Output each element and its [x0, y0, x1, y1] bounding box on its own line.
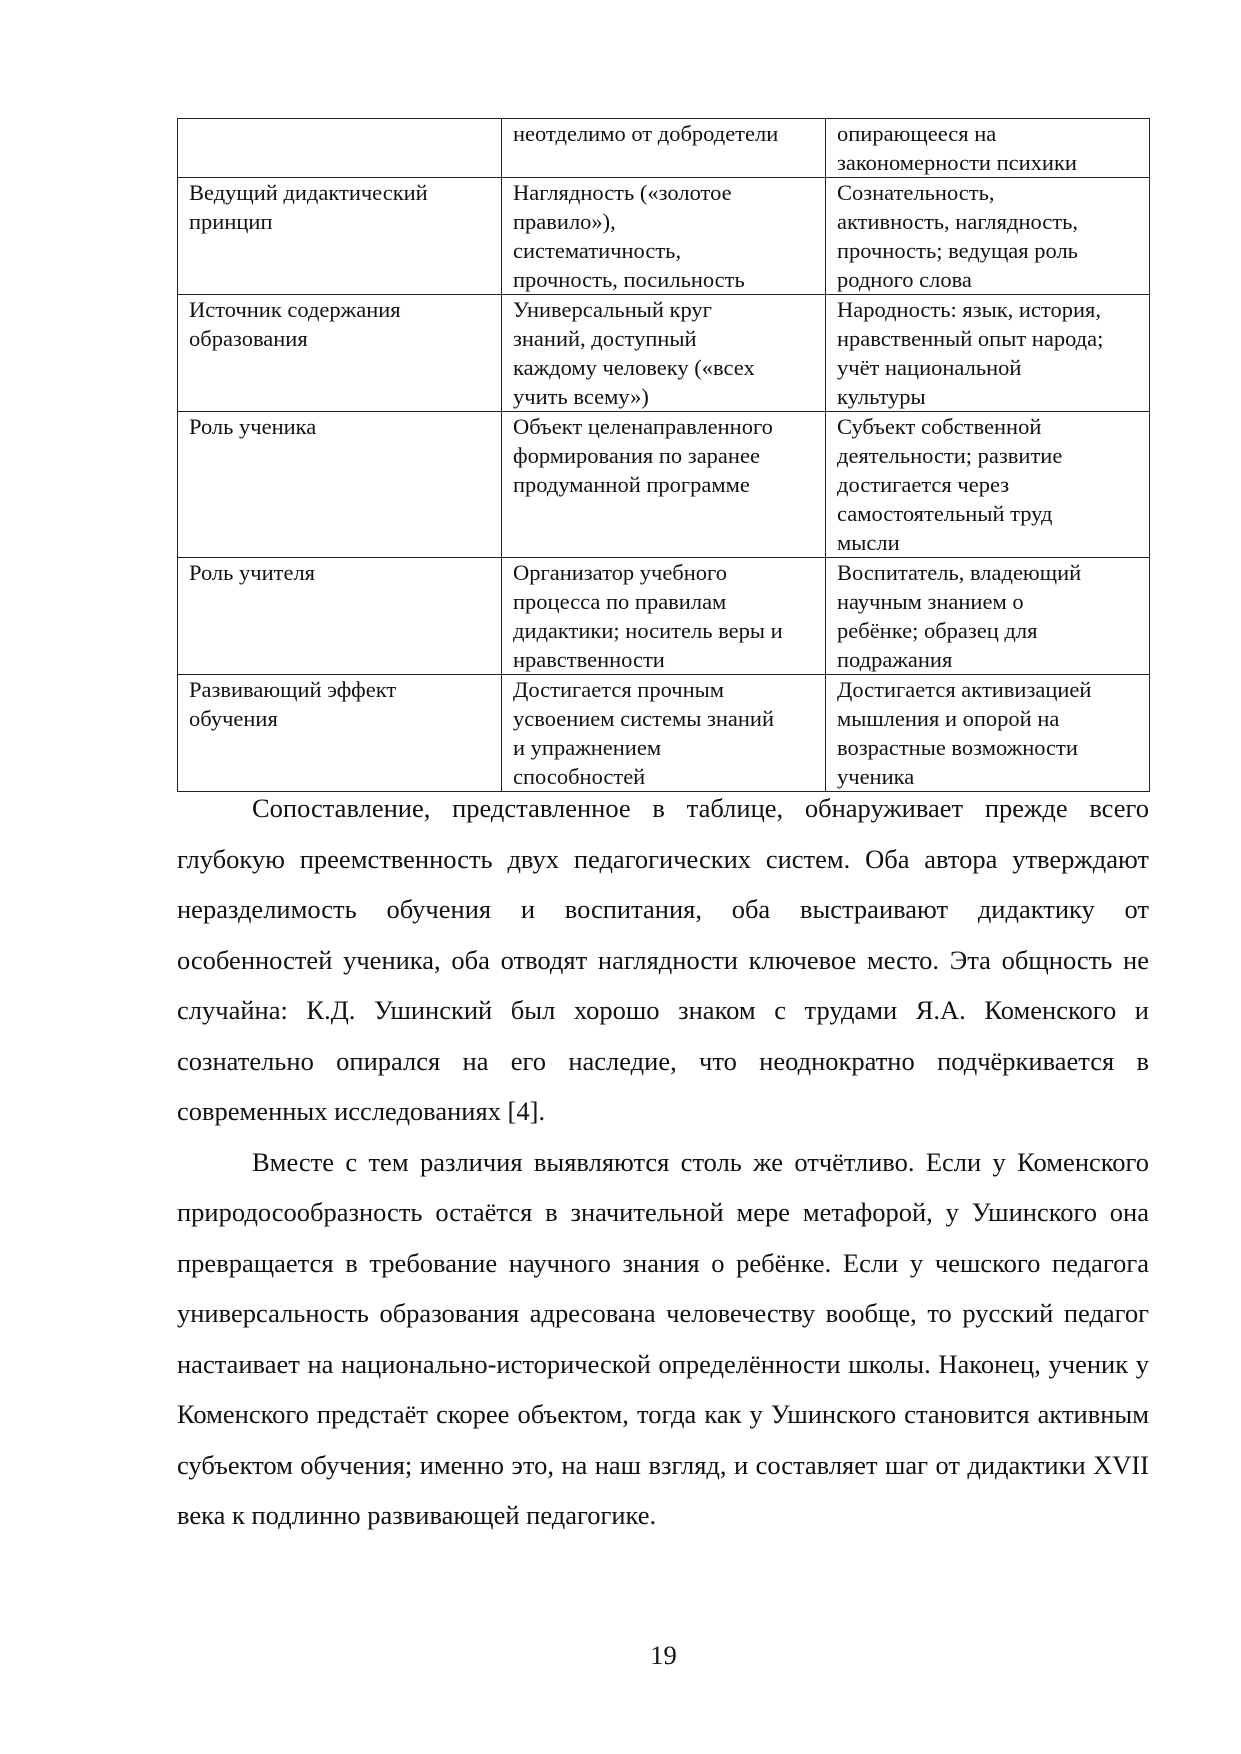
body-text	[177, 783, 1149, 1541]
criterion-cell: Ведущий дидактический принцип	[178, 178, 502, 295]
ushinsky-cell: Сознательность, активность, наглядность, прочность; ведущая роль родного слова	[826, 178, 1150, 295]
criterion-cell: Роль учителя	[178, 558, 502, 675]
criterion-cell	[178, 119, 502, 178]
table-row	[178, 412, 1150, 558]
criterion-cell: Источник содержания образования	[178, 295, 502, 412]
komensky-cell: Организатор учебного процесса по правилам дидактики; носитель веры и нравственности	[502, 558, 826, 675]
comparison-table	[177, 118, 1150, 792]
komensky-cell: Объект целенаправленного формирования по заранее продуманной программе	[502, 412, 826, 558]
ushinsky-cell: Достигается активизацией мышления и опорой на возрастные возможности ученика	[826, 675, 1150, 792]
table-row	[178, 295, 1150, 412]
page-number: 19	[650, 1640, 677, 1670]
table-row	[178, 558, 1150, 675]
criterion-cell: Развивающий эффект обучения	[178, 675, 502, 792]
paragraph: Вместе с тем различия выявляются столь же отчётливо. Если у Коменского природосообразность остаётся в значительной мере метафорой, у Ушинского она превращается в требование научного знания о ребёнке. Если у чешского педагога универсальность образования адресована человечеству вообще, то русский педагог настаивает на национально-исторической определённости школы. Наконец, ученик у Коменского предстаёт скорее объектом, тогда как у Ушинского становится активным субъектом обучения; именно это, на наш взгляд, и составляет шаг от дидактики XVII века к подлинно развивающей педагогике.	[177, 1146, 1149, 1530]
komensky-cell: Универсальный круг знаний, доступный каждому человеку («всех учить всему»)	[502, 295, 826, 412]
ushinsky-cell: Субъект собственной деятельности; развитие достигается через самостоятельный труд мысли	[826, 412, 1150, 558]
komensky-cell: Наглядность («золотое правило»), систематичность, прочность, посильность	[502, 178, 826, 295]
komensky-cell: Достигается прочным усвоением системы знаний и упражнением способностей	[502, 675, 826, 792]
table-row	[178, 119, 1150, 178]
ushinsky-cell: Воспитатель, владеющий научным знанием о ребёнке; образец для подражания	[826, 558, 1150, 675]
komensky-cell: неотделимо от добродетели	[502, 119, 826, 178]
table-row	[178, 675, 1150, 792]
ushinsky-cell: Народность: язык, история, нравственный опыт народа; учёт национальной культуры	[826, 295, 1150, 412]
table-row	[178, 178, 1150, 295]
paragraph: Сопоставление, представленное в таблице, обнаруживает прежде всего глубокую преемственность двух педагогических систем. Оба автора утверждают неразделимость обучения и воспитания, оба выстраивают дидактику от особенностей ученика, оба отводят наглядности ключевое место. Эта общность не случайна: К.Д. Ушинский был хорошо знаком с трудами Я.А. Коменского и сознательно опирался на его наследие, что неоднократно подчёркивается в современных исследованиях [4].	[177, 793, 1149, 1126]
ushinsky-cell: опирающееся на закономерности психики	[826, 119, 1150, 178]
criterion-cell: Роль ученика	[178, 412, 502, 558]
